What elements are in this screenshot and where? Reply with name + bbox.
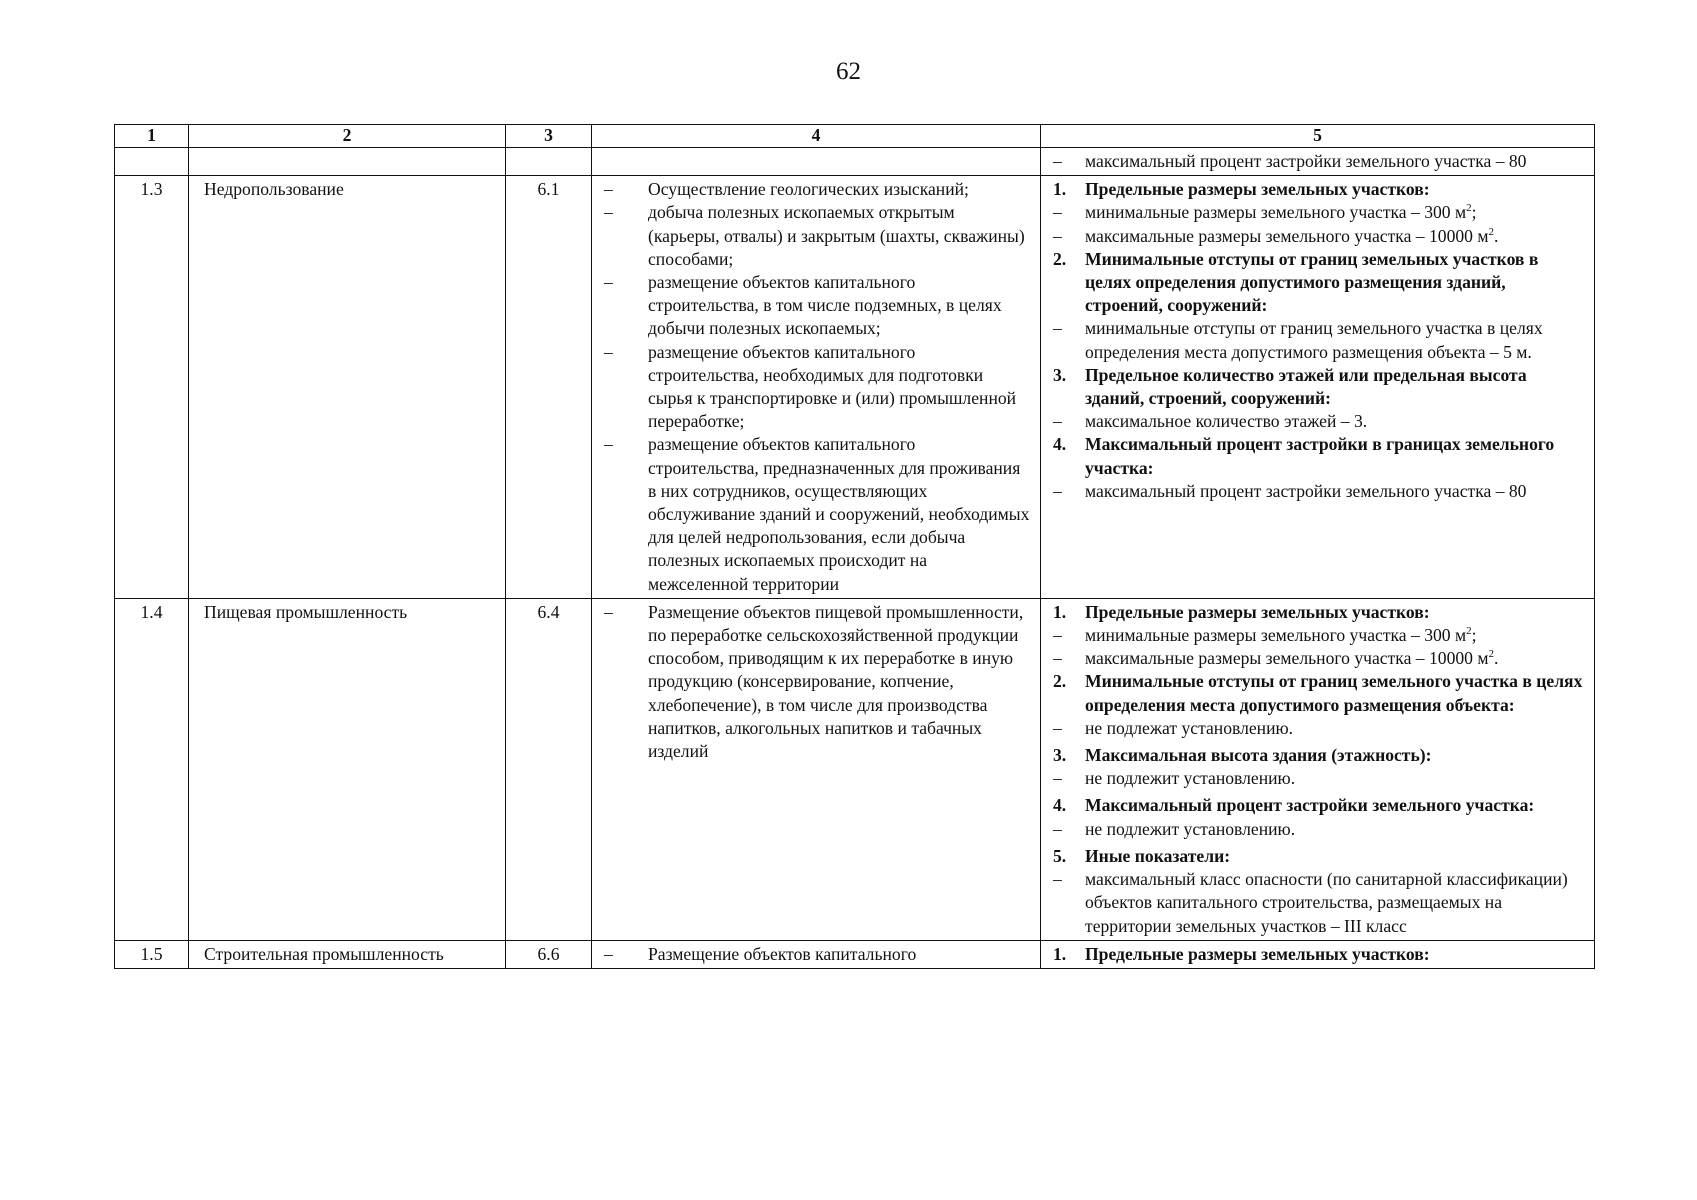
param-title: Минимальные отступы от границ земельных участков в целях определения допустимого размещения зданий, строений, сооружений: xyxy=(1085,248,1539,316)
activity-text: Осуществление геологических изысканий; xyxy=(648,179,969,200)
header-col-5: 5 xyxy=(1041,125,1595,148)
list-item xyxy=(1051,225,1584,248)
param-value: максимальные размеры земельного участка – 10000 $м^2$. xyxy=(1085,225,1499,246)
params-cell xyxy=(1041,940,1595,968)
dash-marker: – xyxy=(1053,625,1062,646)
param-number: 2. xyxy=(1053,248,1067,269)
param-value: максимальное количество этажей – 3. xyxy=(1085,411,1368,432)
use-name: Недропользование xyxy=(189,176,506,599)
param-value: максимальные размеры земельного участка – 10000 $м^2$. xyxy=(1085,648,1499,669)
param-title: Предельные размеры земельных участков: xyxy=(1085,943,1430,964)
list-item xyxy=(602,341,1030,434)
list-item xyxy=(1051,818,1584,841)
cont-col-1 xyxy=(115,148,189,176)
use-code: 6.4 xyxy=(506,598,592,940)
param-number: 1. xyxy=(1053,601,1067,622)
row-number: 1.3 xyxy=(115,176,189,599)
dash-marker: – xyxy=(604,341,613,362)
header-col-1: 1 xyxy=(115,125,189,148)
param-title: Предельное количество этажей или предельная высота зданий, строений, сооружений: xyxy=(1085,364,1527,409)
params-cell xyxy=(1041,598,1595,940)
param-number: 2. xyxy=(1053,671,1067,692)
param-number: 4. xyxy=(1053,795,1067,816)
activities-cell xyxy=(592,598,1041,940)
page-number: 62 xyxy=(836,58,861,85)
dash-marker: – xyxy=(1053,818,1062,839)
list-item xyxy=(1051,647,1584,670)
param-number: 3. xyxy=(1053,745,1067,766)
cont-col-4 xyxy=(592,148,1041,176)
param-heading xyxy=(1051,248,1584,318)
param-title: Предельные размеры земельных участков: xyxy=(1085,179,1430,200)
param-value: максимальный класс опасности (по санитарной классификации) объектов капитального строительства, размещаемых на территории земельных участков – III класс xyxy=(1085,869,1568,936)
dash-marker: – xyxy=(1053,648,1062,669)
header-col-3: 3 xyxy=(506,125,592,148)
regulations-table xyxy=(114,124,1595,969)
list-item xyxy=(1051,480,1584,503)
table-row xyxy=(115,940,1595,968)
dash-marker: – xyxy=(604,601,613,622)
activity-text: добыча полезных ископаемых открытым (карьеры, отвалы) и закрытым (шахты, скважины) способами; xyxy=(648,202,1025,269)
list-item xyxy=(1051,150,1584,173)
dash-marker: – xyxy=(1053,869,1062,890)
cont-col-3 xyxy=(506,148,592,176)
use-name: Пищевая промышленность xyxy=(189,598,506,940)
list-item xyxy=(1051,868,1584,938)
list-item xyxy=(602,433,1030,595)
param-heading xyxy=(1051,943,1584,966)
continuation-row xyxy=(115,148,1595,176)
param-heading xyxy=(1051,670,1584,716)
activity-text: размещение объектов капитального строительства, в том числе подземных, в целях добычи полезных ископаемых; xyxy=(648,272,1002,339)
list-item xyxy=(1051,624,1584,647)
list-item xyxy=(1051,717,1584,740)
param-title: Максимальный процент застройки в границах земельного участка: xyxy=(1085,434,1555,478)
param-heading xyxy=(1051,794,1584,817)
list-item xyxy=(1051,317,1584,363)
param-heading xyxy=(1051,364,1584,410)
param-value: максимальный процент застройки земельного участка – 80 xyxy=(1085,151,1527,171)
param-heading xyxy=(1051,744,1584,767)
list-item xyxy=(602,271,1030,341)
list-item xyxy=(602,201,1030,271)
dash-marker: – xyxy=(1053,318,1062,339)
activity-text: Размещение объектов капитального xyxy=(648,943,917,964)
param-number: 4. xyxy=(1053,434,1067,455)
use-code: 6.6 xyxy=(506,940,592,968)
param-title: Максимальная высота здания (этажность): xyxy=(1085,745,1432,766)
row-number: 1.5 xyxy=(115,940,189,968)
dash-marker: – xyxy=(604,202,613,223)
dash-marker: – xyxy=(1053,225,1062,246)
activities-cell xyxy=(592,940,1041,968)
param-number: 1. xyxy=(1053,179,1067,200)
param-number: 3. xyxy=(1053,364,1067,385)
param-value: не подлежит установлению. xyxy=(1085,818,1296,839)
param-number: 1. xyxy=(1053,943,1067,964)
param-title: Иные показатели: xyxy=(1085,845,1231,866)
row-number: 1.4 xyxy=(115,598,189,940)
list-item xyxy=(1051,767,1584,790)
activity-text: размещение объектов капитального строительства, предназначенных для проживания в них сотрудников, осуществляющих обслуживание зданий и сооружений, необходимых для целей недропользования, если добыча полезных ископаемых происходит на межселенной территории xyxy=(648,434,1030,594)
list-item xyxy=(602,943,1030,966)
list-item xyxy=(602,178,1030,201)
list-item xyxy=(1051,201,1584,224)
header-col-2: 2 xyxy=(189,125,506,148)
activity-text: Размещение объектов пищевой промышленности, по переработке сельскохозяйственной продукции способом, приводящим к их переработке в иную продукцию (консервирование, копчение, хлебопечение), в том числе для производства напитков, алкогольных напитков и табачных изделий xyxy=(648,601,1024,762)
table-row xyxy=(115,598,1595,940)
param-title: Минимальные отступы от границ земельного участка в целях определения места допустимого размещения объекта: xyxy=(1085,671,1583,715)
table-header-row xyxy=(115,125,1595,148)
param-heading xyxy=(1051,178,1584,201)
param-heading xyxy=(1051,433,1584,479)
param-heading xyxy=(1051,601,1584,624)
param-value: минимальные отступы от границ земельного участка в целях определения места допустимого размещения объекта – 5 м. xyxy=(1085,318,1543,362)
param-heading xyxy=(1051,845,1584,868)
list-item xyxy=(1051,410,1584,433)
param-value: не подлежат установлению. xyxy=(1085,717,1294,738)
param-value: не подлежит установлению. xyxy=(1085,768,1296,789)
dash-marker: – xyxy=(1053,717,1062,738)
dash-marker: – xyxy=(604,179,613,200)
header-col-4: 4 xyxy=(592,125,1041,148)
param-value: минимальные размеры земельного участка – 300 $м^2$; xyxy=(1085,625,1477,646)
use-name: Строительная промышленность xyxy=(189,940,506,968)
dash-marker: – xyxy=(604,943,613,964)
param-value: максимальный процент застройки земельного участка – 80 xyxy=(1085,480,1527,501)
dash-marker: – xyxy=(604,434,613,455)
param-number: 5. xyxy=(1053,845,1067,866)
dash-marker: – xyxy=(1053,768,1062,789)
param-value: минимальные размеры земельного участка – 300 $м^2$; xyxy=(1085,202,1477,223)
param-title: Предельные размеры земельных участков: xyxy=(1085,601,1430,622)
dash-marker: – xyxy=(604,272,613,293)
list-item xyxy=(602,601,1030,763)
use-code: 6.1 xyxy=(506,176,592,599)
cont-col-2 xyxy=(189,148,506,176)
dash-marker: – xyxy=(1053,411,1062,432)
activities-cell xyxy=(592,176,1041,599)
dash-marker: – xyxy=(1053,480,1062,501)
param-title: Максимальный процент застройки земельного участка: xyxy=(1085,795,1535,816)
dash-marker: – xyxy=(1053,151,1062,171)
cont-col-5 xyxy=(1041,148,1595,176)
activity-text: размещение объектов капитального строительства, необходимых для подготовки сырья к транспортировке и (или) промышленной переработке; xyxy=(648,341,1017,432)
dash-marker: – xyxy=(1053,202,1062,223)
table-row xyxy=(115,176,1595,599)
params-cell xyxy=(1041,176,1595,599)
